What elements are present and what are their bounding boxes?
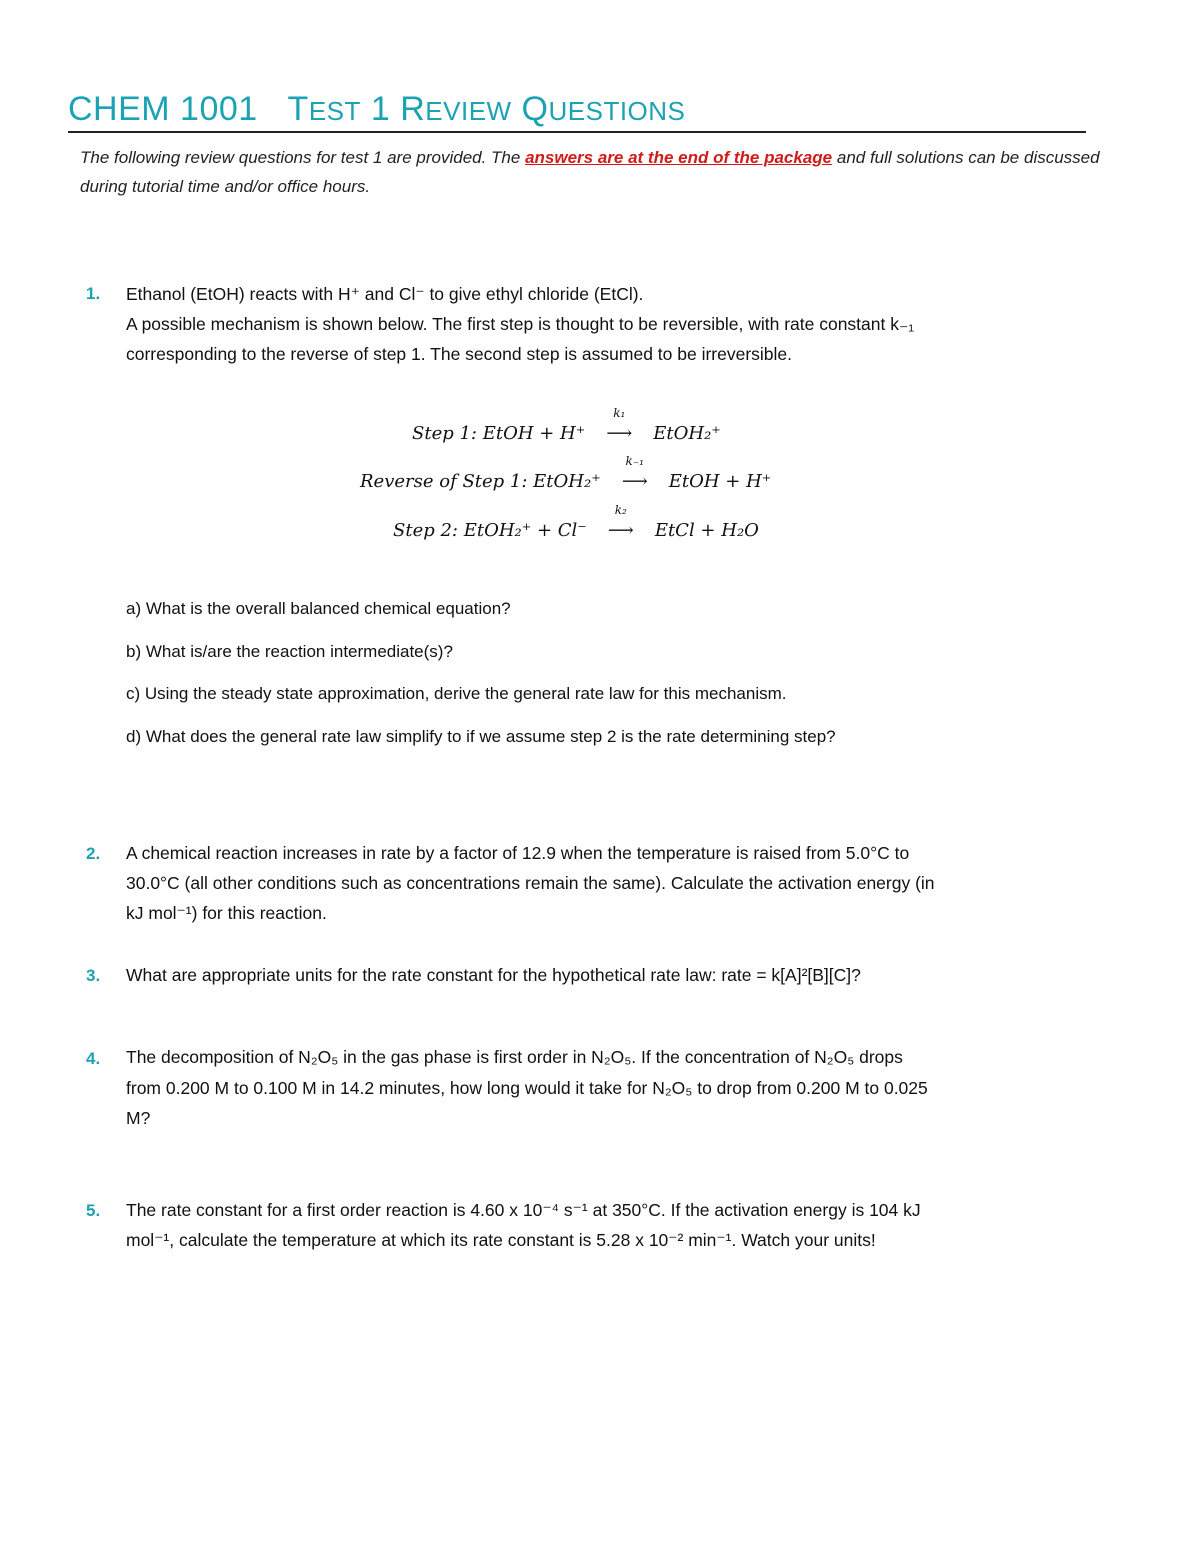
equation-step-1 xyxy=(412,406,721,444)
equation-products: EtOH₂⁺ xyxy=(653,423,721,444)
equation-step-2 xyxy=(393,503,759,541)
question-2-line-1: A chemical reaction increases in rate by a factor of 12.9 when the temperature is raised from 5.0°C to xyxy=(126,843,910,863)
title-smallcaps: EVIEW xyxy=(425,96,512,126)
equation-reactants: Reverse of Step 1: EtOH₂⁺ xyxy=(360,471,601,492)
reaction-arrow-icon: k₋₁ ⟶ xyxy=(617,471,653,492)
page-title xyxy=(68,90,685,129)
question-3-line-1: What are appropriate units for the rate constant for the hypothetical rate law: rate = k[A]²[B][C]? xyxy=(126,965,861,985)
question-4-line-1: The decomposition of N₂O₅ in the gas phase is first order in N₂O₅. If the concentration of N₂O₅ drops xyxy=(126,1047,903,1067)
question-5-line-2: mol⁻¹, calculate the temperature at which its rate constant is 5.28 x 10⁻² min⁻¹. Watch your units! xyxy=(126,1230,876,1250)
rate-constant-label: k₁ xyxy=(613,406,626,420)
question-4-line-2: from 0.200 M to 0.100 M in 14.2 minutes, how long would it take for N₂O₅ to drop from 0.200 M to 0.025 xyxy=(126,1078,928,1098)
title-letter: Q xyxy=(521,90,549,128)
question-1-line-3: corresponding to the reverse of step 1. The second step is assumed to be irreversible. xyxy=(126,344,793,364)
equation-products: EtOH + H⁺ xyxy=(668,471,772,492)
intro-paragraph xyxy=(80,143,1100,201)
reaction-arrow-icon: k₁ ⟶ xyxy=(601,423,637,444)
rate-constant-label: k₂ xyxy=(614,503,627,517)
question-1-line-2: A possible mechanism is shown below. The first step is thought to be reversible, with rate constant k₋₁ xyxy=(126,314,915,334)
question-1-part-b: b) What is/are the reaction intermediate(s)? xyxy=(126,642,453,661)
title-smallcaps: UESTIONS xyxy=(548,96,686,126)
course-code: CHEM 1001 xyxy=(68,90,258,128)
question-2-number: 2. xyxy=(86,844,101,863)
rate-constant-label: k₋₁ xyxy=(625,454,644,468)
question-2-line-2: 30.0°C (all other conditions such as concentrations remain the same). Calculate the activation energy (in xyxy=(126,873,935,893)
question-1-number: 1. xyxy=(86,284,101,303)
question-4-number: 4. xyxy=(86,1049,101,1068)
question-4-line-3: M? xyxy=(126,1108,151,1128)
title-letter: 1 R xyxy=(370,90,426,128)
question-1-part-a: a) What is the overall balanced chemical equation? xyxy=(126,599,511,618)
title-letter: T xyxy=(287,90,309,128)
question-3-number: 3. xyxy=(86,966,101,985)
intro-text-end: and full solutions can be discussed during tutorial time and/or office hours. xyxy=(80,148,1100,196)
title-divider xyxy=(68,131,1086,133)
question-1-part-d: d) What does the general rate law simplify to if we assume step 2 is the rate determining step? xyxy=(126,727,836,746)
question-1-line-1: Ethanol (EtOH) reacts with H⁺ and Cl⁻ to give ethyl chloride (EtCl). xyxy=(126,284,644,304)
question-2-line-3: kJ mol⁻¹) for this reaction. xyxy=(126,903,327,923)
equation-products: EtCl + H₂O xyxy=(654,520,759,541)
equation-reactants: Step 1: EtOH + H⁺ xyxy=(412,423,586,444)
reaction-arrow-icon: k₂ ⟶ xyxy=(603,520,639,541)
equation-reactants: Step 2: EtOH₂⁺ + Cl⁻ xyxy=(393,520,587,541)
answers-note-link: answers are at the end of the package xyxy=(525,148,833,167)
equation-reverse-step-1 xyxy=(360,454,772,492)
question-5-line-1: The rate constant for a first order reaction is 4.60 x 10⁻⁴ s⁻¹ at 350°C. If the activation energy is 104 kJ xyxy=(126,1200,921,1220)
intro-text: The following review questions for test 1 are provided. The xyxy=(80,148,526,167)
question-1-part-c: c) Using the steady state approximation, derive the general rate law for this mechanism. xyxy=(126,684,787,703)
question-5-number: 5. xyxy=(86,1201,101,1220)
title-smallcaps: EST xyxy=(308,96,361,126)
